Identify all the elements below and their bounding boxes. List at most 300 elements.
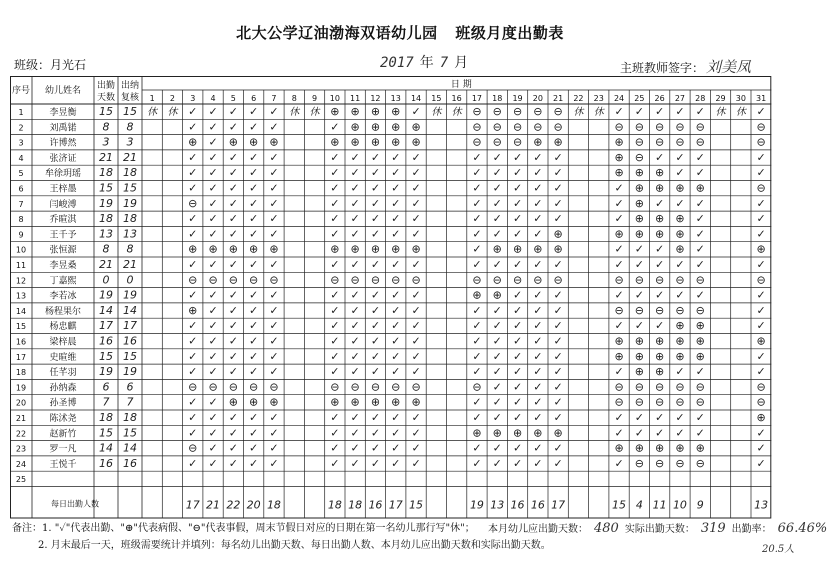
row-seq: 13 xyxy=(15,291,27,301)
attendance-mark: ✓ xyxy=(350,150,360,164)
attendance-mark: ✓ xyxy=(188,395,198,409)
attendance-mark: ✓ xyxy=(655,411,665,425)
attendance-mark: ✓ xyxy=(533,166,543,180)
attendance-mark: ✓ xyxy=(695,150,705,164)
attendance-mark: ✓ xyxy=(492,395,502,409)
attendance-mark: ✓ xyxy=(472,196,482,210)
attendance-mark: ✓ xyxy=(370,441,381,455)
attendance-mark: ✓ xyxy=(269,212,279,226)
attendance-mark: ⊕ xyxy=(756,242,766,256)
attendance-mark: ✓ xyxy=(675,288,685,302)
attendance-mark: ✓ xyxy=(533,319,543,333)
attendance-mark: ✓ xyxy=(350,212,360,226)
attendance-mark: ✓ xyxy=(533,441,543,455)
attendance-mark: ⊖ xyxy=(228,273,238,287)
attendance-mark: ✓ xyxy=(188,319,198,333)
day-number: 22 xyxy=(573,94,584,103)
attendance-mark: ⊕ xyxy=(695,349,705,363)
date-header: 日 期 xyxy=(450,80,472,90)
attendance-mark: ✓ xyxy=(533,227,543,241)
attendance-mark: ✓ xyxy=(512,365,523,379)
attendance-mark: ✓ xyxy=(695,227,705,241)
attendance-mark: ✓ xyxy=(472,212,482,226)
attendance-mark: ✓ xyxy=(675,166,685,180)
attendance-mark: ⊖ xyxy=(675,380,685,394)
attendance-mark: ⊕ xyxy=(553,227,563,241)
attendance-mark: ✓ xyxy=(411,166,421,180)
attendance-mark: ✓ xyxy=(350,288,360,302)
attendance-mark: ✓ xyxy=(512,395,523,409)
attendance-mark: ✓ xyxy=(330,120,340,134)
attendance-mark: ⊖ xyxy=(634,135,644,149)
attendance-mark: ✓ xyxy=(695,196,705,210)
child-name: 李昱桑 xyxy=(49,261,77,272)
attendance-mark: ✓ xyxy=(492,365,502,379)
page-title xyxy=(0,22,800,43)
day-number: 24 xyxy=(613,94,625,103)
review-days: 18 xyxy=(123,411,137,425)
attendance-mark: ✓ xyxy=(533,380,543,394)
attendance-mark: ✓ xyxy=(391,288,401,302)
attendance-mark: ✓ xyxy=(655,288,665,302)
child-name: 李若冰 xyxy=(49,291,77,302)
attendance-mark: ✓ xyxy=(533,456,543,470)
attendance-mark: ⊕ xyxy=(391,242,401,256)
day-number: 20 xyxy=(532,94,543,103)
days-header-2: 天数 xyxy=(96,93,116,103)
attendance-mark: ⊖ xyxy=(634,395,644,409)
row-seq: 17 xyxy=(15,352,27,362)
attendance-mark: ✓ xyxy=(208,227,218,241)
day-number: 14 xyxy=(410,94,422,103)
attendance-mark: ⊖ xyxy=(249,380,259,394)
attendance-mark: ⊕ xyxy=(269,135,279,149)
attendance-mark: ⊖ xyxy=(370,273,381,287)
attendance-mark: ⊖ xyxy=(675,135,685,149)
child-name: 牟徐玥瑶 xyxy=(44,169,82,180)
attendance-mark: ⊖ xyxy=(330,380,340,394)
attendance-mark: ⊖ xyxy=(614,120,624,134)
day-number: 30 xyxy=(735,94,746,103)
attendance-mark: ✓ xyxy=(533,196,543,210)
attendance-mark: ✓ xyxy=(472,227,482,241)
day-number: 12 xyxy=(370,94,381,103)
attendance-mark: ✓ xyxy=(492,258,502,272)
attendance-mark: ✓ xyxy=(249,334,259,348)
attendance-mark: ⊖ xyxy=(472,135,482,149)
attendance-mark: ✓ xyxy=(188,212,198,226)
attendance-mark: ✓ xyxy=(330,411,340,425)
daily-total: 18 xyxy=(266,498,281,512)
attendance-mark: ⊖ xyxy=(269,380,279,394)
attendance-mark: ✓ xyxy=(228,181,238,195)
attendance-mark: ✓ xyxy=(553,395,563,409)
day-number: 9 xyxy=(312,94,318,103)
attendance-days: 18 xyxy=(99,411,113,425)
class-label: 班级：月光石 xyxy=(14,58,87,72)
rest-mark: 休 xyxy=(309,107,320,119)
attendance-mark: ✓ xyxy=(208,135,218,149)
attendance-days: 19 xyxy=(99,196,113,210)
attendance-mark: ⊕ xyxy=(370,395,381,409)
attendance-mark: ✓ xyxy=(411,288,421,302)
attendance-mark: ⊕ xyxy=(655,212,665,226)
attendance-mark: ✓ xyxy=(472,395,482,409)
attendance-mark: ✓ xyxy=(370,319,381,333)
attendance-mark: ✓ xyxy=(512,196,523,210)
attendance-mark: ✓ xyxy=(391,334,401,348)
attendance-mark: ✓ xyxy=(188,105,198,119)
attendance-mark: ✓ xyxy=(228,288,238,302)
attendance-mark: ✓ xyxy=(655,196,665,210)
attendance-days: 21 xyxy=(99,150,113,164)
attendance-mark: ⊕ xyxy=(634,212,644,226)
row-seq: 21 xyxy=(15,414,27,424)
attendance-mark: ✓ xyxy=(634,242,644,256)
row-seq: 5 xyxy=(18,169,24,179)
teacher-label: 主班教师签字： xyxy=(620,61,705,75)
attendance-mark: ⊖ xyxy=(512,273,523,287)
attendance-mark: ⊕ xyxy=(249,135,259,149)
attendance-mark: ✓ xyxy=(533,303,543,317)
attendance-mark: ⊖ xyxy=(695,395,705,409)
attendance-mark: ✓ xyxy=(675,411,685,425)
attendance-days: 18 xyxy=(99,166,113,180)
attendance-mark: ✓ xyxy=(269,181,279,195)
attendance-mark: ⊖ xyxy=(614,395,624,409)
attendance-mark: ✓ xyxy=(350,411,360,425)
day-number: 6 xyxy=(251,94,257,103)
attendance-mark: ✓ xyxy=(614,258,624,272)
attendance-mark: ✓ xyxy=(208,319,218,333)
attendance-mark: ✓ xyxy=(208,303,218,317)
attendance-mark: ✓ xyxy=(553,288,563,302)
attendance-mark: ⊖ xyxy=(472,120,482,134)
attendance-mark: ✓ xyxy=(634,105,644,119)
attendance-mark: ✓ xyxy=(188,411,198,425)
attendance-mark: ✓ xyxy=(533,288,543,302)
attendance-mark: ✓ xyxy=(533,395,543,409)
attendance-mark: ✓ xyxy=(269,227,279,241)
attendance-mark: ✓ xyxy=(269,349,279,363)
attendance-mark: ✓ xyxy=(370,303,381,317)
attendance-mark: ⊖ xyxy=(675,273,685,287)
attendance-mark: ✓ xyxy=(533,150,543,164)
attendance-mark: ✓ xyxy=(269,441,279,455)
attendance-mark: ✓ xyxy=(756,365,766,379)
attendance-mark: ⊕ xyxy=(614,150,624,164)
attendance-mark: ✓ xyxy=(350,181,360,195)
attendance-days: 15 xyxy=(99,426,113,440)
daily-total: 16 xyxy=(530,498,545,512)
attendance-mark: ⊕ xyxy=(492,242,502,256)
attendance-mark: ⊖ xyxy=(675,456,685,470)
review-days: 19 xyxy=(123,288,137,302)
attendance-mark: ✓ xyxy=(188,334,198,348)
year-value: 2017 xyxy=(380,55,414,71)
attendance-mark: ✓ xyxy=(695,288,705,302)
attendance-mark: ✓ xyxy=(472,319,482,333)
daily-total: 17 xyxy=(185,498,200,512)
day-number: 1 xyxy=(149,94,155,103)
seq-header: 序号 xyxy=(11,86,31,96)
attendance-mark: ✓ xyxy=(330,349,340,363)
attendance-mark: ✓ xyxy=(553,380,563,394)
attendance-mark: ✓ xyxy=(370,411,381,425)
attendance-mark: ✓ xyxy=(391,456,401,470)
attendance-mark: ✓ xyxy=(350,349,360,363)
attendance-mark: ✓ xyxy=(188,166,198,180)
attendance-mark: ✓ xyxy=(756,349,766,363)
day-number: 19 xyxy=(512,94,523,103)
attendance-mark: ✓ xyxy=(350,166,360,180)
attendance-mark: ⊕ xyxy=(492,426,502,440)
attendance-mark: ⊖ xyxy=(655,303,665,317)
attendance-mark: ⊕ xyxy=(411,395,421,409)
attendance-mark: ✓ xyxy=(695,258,705,272)
attendance-mark: ⊖ xyxy=(756,273,766,287)
attendance-mark: ✓ xyxy=(614,288,624,302)
attendance-mark: ✓ xyxy=(249,196,259,210)
attendance-mark: ✓ xyxy=(655,105,665,119)
child-name: 杨程果尔 xyxy=(44,306,82,317)
attendance-mark: ⊕ xyxy=(614,334,624,348)
attendance-mark: ⊕ xyxy=(634,196,644,210)
attendance-mark: ✓ xyxy=(634,258,644,272)
attendance-mark: ✓ xyxy=(208,288,218,302)
attendance-mark: ✓ xyxy=(391,258,401,272)
day-number: 18 xyxy=(492,94,503,103)
row-seq: 19 xyxy=(15,383,27,393)
attendance-mark: ⊖ xyxy=(756,395,766,409)
day-number: 27 xyxy=(674,94,686,103)
attendance-mark: ✓ xyxy=(188,365,198,379)
attendance-mark: ✓ xyxy=(655,319,665,333)
note-line-2: 2. 月末最后一天，班级需要统计并填列：每名幼儿出勤天数、每日出勤人数、本月幼儿应出勤天数和实际出勤天数。 xyxy=(38,540,551,551)
attendance-mark: ✓ xyxy=(228,258,238,272)
attendance-mark: ⊖ xyxy=(533,105,543,119)
daily-total: 21 xyxy=(206,498,221,512)
attendance-mark: ⊕ xyxy=(188,135,198,149)
row-seq: 20 xyxy=(15,398,27,408)
review-days: 13 xyxy=(123,227,137,241)
attendance-mark: ⊖ xyxy=(512,135,523,149)
attendance-mark: ✓ xyxy=(370,288,381,302)
attendance-grid xyxy=(10,76,786,516)
attendance-mark: ⊕ xyxy=(675,441,685,455)
attendance-mark: ✓ xyxy=(350,365,360,379)
attendance-mark: ⊕ xyxy=(655,365,665,379)
attendance-mark: ✓ xyxy=(370,181,381,195)
attendance-mark: ✓ xyxy=(249,181,259,195)
review-days: 3 xyxy=(126,135,134,149)
daily-total: 9 xyxy=(696,498,704,512)
attendance-mark: ✓ xyxy=(472,411,482,425)
review-days: 14 xyxy=(123,441,137,455)
attendance-days: 15 xyxy=(99,181,113,195)
day-number: 16 xyxy=(451,94,462,103)
attendance-mark: ✓ xyxy=(350,196,360,210)
attendance-days: 21 xyxy=(99,258,113,272)
attendance-mark: ✓ xyxy=(208,441,218,455)
attendance-mark: ✓ xyxy=(269,456,279,470)
attendance-mark: ✓ xyxy=(675,258,685,272)
attendance-mark: ⊕ xyxy=(756,411,766,425)
attendance-mark: ✓ xyxy=(472,456,482,470)
child-name: 张济证 xyxy=(49,153,77,164)
attendance-mark: ✓ xyxy=(655,242,665,256)
attendance-mark: ✓ xyxy=(512,411,523,425)
attendance-mark: ⊖ xyxy=(695,303,705,317)
attendance-mark: ⊖ xyxy=(655,456,665,470)
review-days: 21 xyxy=(123,150,137,164)
attendance-mark: ⊕ xyxy=(370,105,381,119)
attendance-mark: ✓ xyxy=(695,166,705,180)
row-seq: 10 xyxy=(15,245,27,255)
attendance-mark: ⊕ xyxy=(391,105,401,119)
attendance-mark: ✓ xyxy=(492,166,502,180)
day-number: 31 xyxy=(756,94,767,103)
daily-total: 13 xyxy=(754,498,769,512)
attendance-mark: ⊖ xyxy=(512,105,523,119)
attendance-mark: ⊕ xyxy=(695,441,705,455)
attendance-mark: ⊕ xyxy=(675,334,685,348)
rest-mark: 休 xyxy=(147,107,158,119)
attendance-mark: ⊕ xyxy=(269,242,279,256)
attendance-mark: ✓ xyxy=(411,212,421,226)
attendance-mark: ✓ xyxy=(330,426,340,440)
attendance-mark: ✓ xyxy=(553,166,563,180)
attendance-mark: ✓ xyxy=(350,426,360,440)
day-number: 17 xyxy=(471,94,483,103)
attendance-mark: ✓ xyxy=(269,120,279,134)
attendance-mark: ✓ xyxy=(756,258,766,272)
attendance-mark: ⊖ xyxy=(492,273,502,287)
expected-value: 480 xyxy=(594,521,619,536)
attendance-mark: ✓ xyxy=(472,181,482,195)
note-line-1: 备注：1. "✓"代表出勤、"⊕"代表病假、"⊖"代表事假，周末节假日对应的日期在第一名幼儿那行写"休"； xyxy=(12,523,475,534)
attendance-mark: ⊕ xyxy=(553,135,563,149)
day-number: 2 xyxy=(169,94,175,103)
attendance-mark: ⊕ xyxy=(634,181,644,195)
attendance-mark: ⊖ xyxy=(472,273,482,287)
attendance-mark: ⊖ xyxy=(655,120,665,134)
attendance-mark: ✓ xyxy=(249,426,259,440)
attendance-mark: ⊖ xyxy=(472,380,482,394)
attendance-mark: ✓ xyxy=(228,411,238,425)
attendance-mark: ✓ xyxy=(330,212,340,226)
attendance-mark: ✓ xyxy=(695,105,705,119)
child-name: 罗一凡 xyxy=(49,444,77,455)
day-number: 4 xyxy=(210,94,216,103)
attendance-mark: ⊕ xyxy=(228,395,238,409)
attendance-days: 18 xyxy=(99,212,113,226)
attendance-mark: ⊕ xyxy=(675,181,685,195)
row-seq: 14 xyxy=(15,306,27,316)
attendance-mark: ⊕ xyxy=(533,242,543,256)
attendance-mark: ⊕ xyxy=(655,334,665,348)
attendance-mark: ✓ xyxy=(756,303,766,317)
attendance-days: 14 xyxy=(99,441,113,455)
report-name: 班级月度出勤表 xyxy=(455,24,564,42)
row-seq: 3 xyxy=(18,138,24,148)
attendance-mark: ✓ xyxy=(188,288,198,302)
attendance-mark: ✓ xyxy=(330,334,340,348)
attendance-mark: ✓ xyxy=(695,242,705,256)
day-number: 25 xyxy=(634,94,645,103)
attendance-mark: ⊖ xyxy=(695,380,705,394)
attendance-mark: ✓ xyxy=(370,349,381,363)
attendance-mark: ✓ xyxy=(695,212,705,226)
row-seq: 11 xyxy=(15,261,27,271)
day-number: 23 xyxy=(593,94,604,103)
child-name: 梁梓晨 xyxy=(49,337,77,348)
attendance-mark: ⊖ xyxy=(391,273,401,287)
attendance-days: 7 xyxy=(102,395,110,409)
attendance-mark: ✓ xyxy=(188,349,198,363)
row-seq: 15 xyxy=(15,322,27,332)
attendance-mark: ✓ xyxy=(391,150,401,164)
attendance-mark: ⊖ xyxy=(634,273,644,287)
attendance-days: 8 xyxy=(102,120,110,134)
day-number: 3 xyxy=(190,94,196,103)
attendance-mark: ✓ xyxy=(675,150,685,164)
attendance-mark: ✓ xyxy=(208,349,218,363)
attendance-mark: ⊕ xyxy=(350,105,360,119)
attendance-mark: ✓ xyxy=(391,196,401,210)
daily-total: 15 xyxy=(409,498,424,512)
attendance-mark: ✓ xyxy=(553,303,563,317)
attendance-mark: ⊕ xyxy=(634,166,644,180)
child-name: 王悦千 xyxy=(49,459,77,470)
attendance-mark: ✓ xyxy=(512,319,523,333)
child-name: 陈沭尧 xyxy=(49,414,77,425)
attendance-mark: ⊕ xyxy=(350,135,360,149)
row-seq: 16 xyxy=(15,337,27,347)
child-name: 丁嘉熙 xyxy=(49,276,77,287)
attendance-mark: ⊕ xyxy=(655,166,665,180)
attendance-mark: ⊕ xyxy=(634,349,644,363)
attendance-mark: ⊕ xyxy=(634,441,644,455)
attendance-mark: ⊕ xyxy=(634,365,644,379)
daily-total: 10 xyxy=(672,498,687,512)
attendance-mark: ✓ xyxy=(208,334,218,348)
child-name: 张恒源 xyxy=(49,245,77,256)
attendance-mark: ⊖ xyxy=(675,303,685,317)
row-seq: 1 xyxy=(18,108,24,118)
attendance-mark: ⊖ xyxy=(695,456,705,470)
attendance-mark: ⊕ xyxy=(391,120,401,134)
attendance-mark: ⊕ xyxy=(675,227,685,241)
attendance-mark: ✓ xyxy=(330,227,340,241)
attendance-mark: ⊕ xyxy=(411,242,421,256)
attendance-mark: ⊕ xyxy=(330,135,340,149)
school-name: 北大公学辽油渤海双语幼儿园 xyxy=(236,24,438,42)
attendance-mark: ⊕ xyxy=(655,441,665,455)
attendance-mark: ⊖ xyxy=(553,105,563,119)
attendance-mark: ✓ xyxy=(370,456,381,470)
row-seq: 4 xyxy=(18,153,24,163)
attendance-mark: ⊖ xyxy=(208,380,218,394)
attendance-days: 16 xyxy=(99,456,113,470)
extra-note: 20.5人 xyxy=(762,544,795,555)
attendance-mark: ✓ xyxy=(350,334,360,348)
attendance-mark: ⊕ xyxy=(675,319,685,333)
attendance-mark: ⊖ xyxy=(411,273,421,287)
attendance-mark: ✓ xyxy=(208,258,218,272)
attendance-mark: ⊕ xyxy=(249,395,259,409)
attendance-mark: ✓ xyxy=(269,105,279,119)
